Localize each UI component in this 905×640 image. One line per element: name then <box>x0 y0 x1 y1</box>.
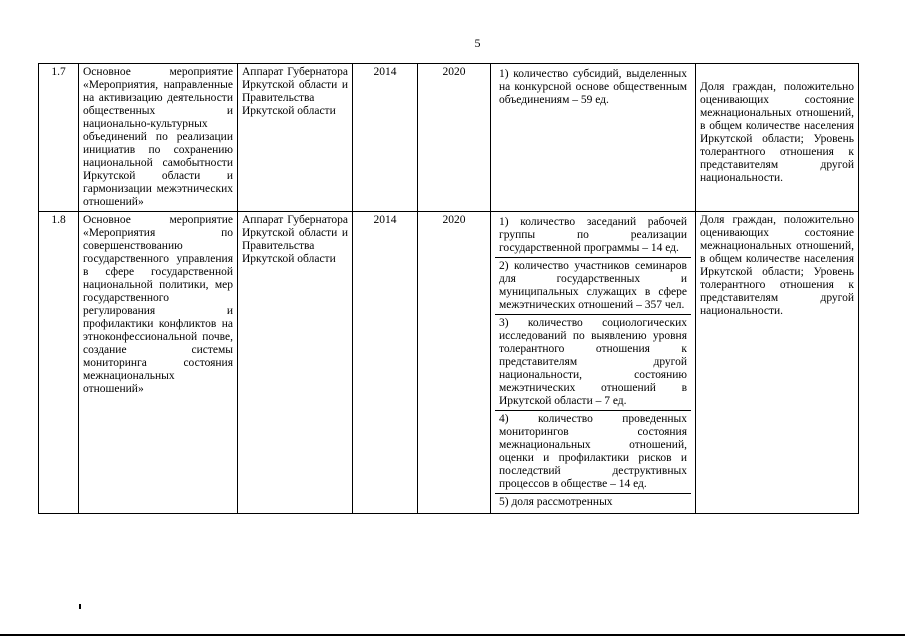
year-end-cell: 2020 <box>418 212 491 514</box>
row-number: 1.8 <box>39 212 79 514</box>
activity-cell: Основное мероприятие «Мероприятия по совершенствованию государственного управления в сфере государственной национальной политики, мер государственного регулирования и профилактики конфликтов на этноконфессиональной почве, создание системы мониторинга состояния межнациональных отношений» <box>79 212 238 514</box>
executor-cell: Аппарат Губернатора Иркутской области и Правительства Иркутской области <box>238 212 353 514</box>
page-number: 5 <box>474 36 481 50</box>
indicators-cell <box>491 212 696 514</box>
indicator-item <box>495 411 691 494</box>
outcome-cell: Доля граждан, положительно оценивающих состояние межнациональных отношений, в общем количестве населения Иркутской области; Уровень толерантного отношения к представителям другой национальности. <box>696 212 859 514</box>
indicator-item <box>495 315 691 411</box>
table-row <box>39 212 859 514</box>
row-number: 1.7 <box>39 64 79 212</box>
indicator-text: 2) количество участников семинаров для государственных и муниципальных служащих в сфере межэтнических отношений – 357 чел. <box>499 260 687 311</box>
indicator-text: 3) количество социологических исследований по выявлению уровня толерантного отношения к представителям другой национальности, состоянию межэтнических отношений в Иркутской области – 7 ед. <box>499 317 687 407</box>
executor-cell: Аппарат Губернатора Иркутской области и Правительства Иркутской области <box>238 64 353 212</box>
page-bottom-rule <box>0 634 905 636</box>
scan-mark <box>79 604 81 609</box>
program-activities-table <box>38 63 859 514</box>
outcome-cell: Доля граждан, положительно оценивающих состояние межнациональных отношений, в общем количестве населения Иркутской области; Уровень толерантного отношения к представителям другой национальности. <box>696 64 859 212</box>
year-end-cell: 2020 <box>418 64 491 212</box>
indicator-text: 1) количество субсидий, выделенных на конкурсной основе общественным объединениям – 59 ед. <box>499 68 687 106</box>
indicator-item <box>495 66 691 109</box>
indicator-text: 4) количество проведенных мониторингов состояния межнациональных отношений, оценки и профилактики рисков и последствий деструктивных процессов в обществе – 14 ед. <box>499 413 687 490</box>
indicator-item <box>495 214 691 258</box>
indicators-cell <box>491 64 696 212</box>
year-start-cell: 2014 <box>353 212 418 514</box>
activity-cell: Основное мероприятие «Мероприятия, направленные на активизацию деятельности общественных и национально-культурных объединений по реализации инициатив по сохранению национальной самобытности Иркутской области и гармонизации межэтнических отношений» <box>79 64 238 212</box>
table-row <box>39 64 859 212</box>
indicator-item <box>495 494 691 511</box>
year-start-cell: 2014 <box>353 64 418 212</box>
indicator-text: 1) количество заседаний рабочей группы по реализации государственной программы – 14 ед. <box>499 216 687 254</box>
indicator-item <box>495 258 691 315</box>
indicator-text: 5) доля рассмотренных <box>499 496 613 508</box>
